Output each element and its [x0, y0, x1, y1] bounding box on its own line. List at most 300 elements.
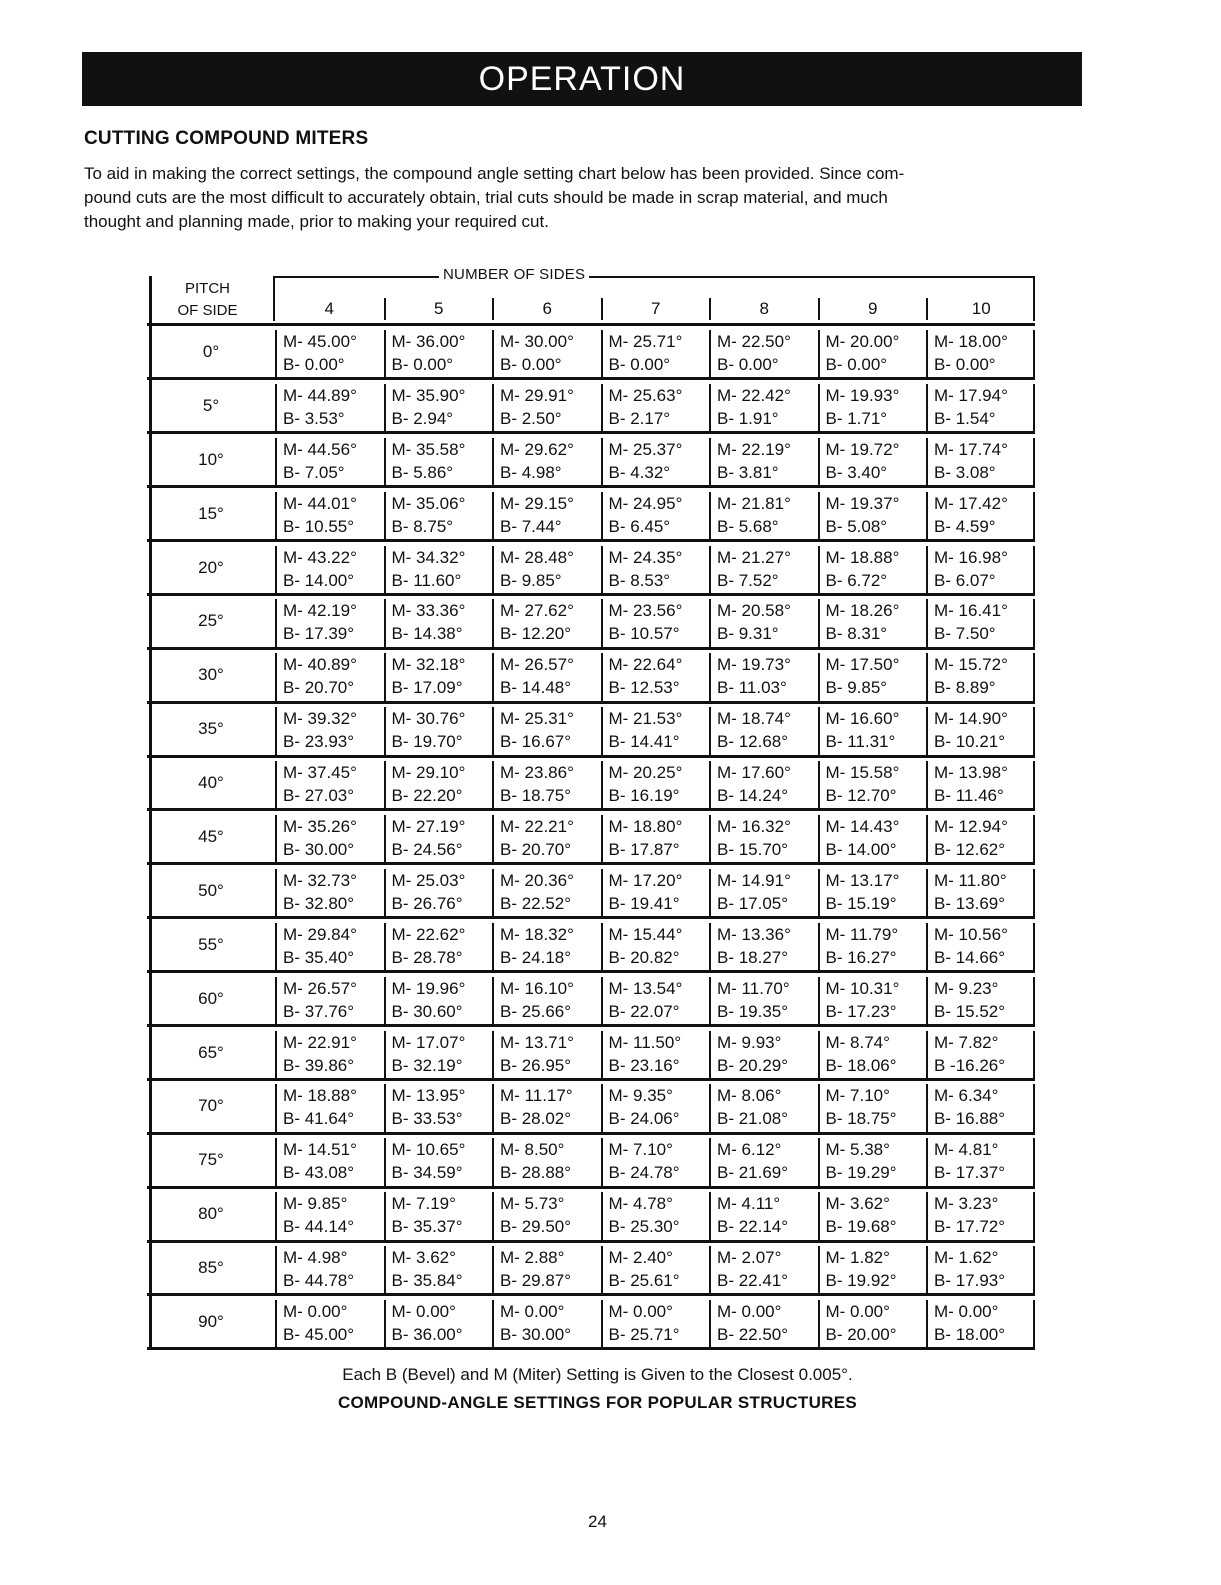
- setting-cell: [601, 1192, 710, 1239]
- bevel-value: B- 17.93°: [934, 1271, 1006, 1291]
- bevel-value: B- 16.67°: [500, 732, 572, 752]
- miter-value: M- 2.40°: [608, 1248, 673, 1268]
- bevel-value: B- 35.84°: [391, 1271, 463, 1291]
- miter-value: M- 10.31°: [825, 978, 900, 998]
- setting-cell: [926, 438, 1035, 485]
- miter-value: M- 7.82°: [934, 1032, 999, 1052]
- bevel-value: B- 45.00°: [283, 1325, 355, 1345]
- setting-cell: [384, 707, 493, 754]
- bevel-value: B- 10.57°: [608, 624, 680, 644]
- miter-value: M- 24.35°: [608, 547, 683, 567]
- bevel-value: B- 13.69°: [934, 893, 1006, 913]
- miter-value: M- 21.27°: [717, 547, 791, 567]
- setting-cell: [709, 815, 818, 862]
- miter-value: M- 36.00°: [391, 332, 466, 351]
- bevel-value: B- 12.53°: [608, 678, 680, 698]
- setting-cell: [275, 546, 384, 593]
- bevel-value: B- 5.68°: [717, 516, 779, 536]
- setting-cell: [275, 923, 384, 970]
- miter-value: M- 8.06°: [717, 1086, 782, 1106]
- miter-value: M- 13.17°: [825, 870, 900, 890]
- bevel-value: B- 17.23°: [825, 1001, 897, 1021]
- miter-value: M- 42.19°: [283, 601, 357, 621]
- setting-cell: [709, 546, 818, 593]
- setting-cell: [926, 1192, 1035, 1239]
- miter-value: M- 22.19°: [717, 439, 791, 459]
- setting-cell: [384, 492, 493, 539]
- miter-value: M- 35.58°: [391, 439, 466, 459]
- setting-cell: [601, 707, 710, 754]
- miter-value: M- 12.94°: [934, 817, 1008, 837]
- miter-value: M- 20.36°: [500, 870, 574, 890]
- setting-cell: [601, 815, 710, 862]
- bevel-value: B- 20.70°: [283, 678, 355, 698]
- table-row: [147, 653, 1035, 703]
- bevel-value: B- 43.08°: [283, 1163, 355, 1183]
- bevel-value: B- 4.32°: [608, 462, 671, 482]
- setting-cell: [709, 599, 818, 646]
- setting-cell: [275, 330, 384, 377]
- miter-value: M- 23.56°: [608, 601, 683, 621]
- setting-cell: [384, 1246, 493, 1293]
- miter-value: M- 7.10°: [825, 1086, 890, 1106]
- miter-value: M- 8.50°: [500, 1140, 565, 1160]
- setting-cell: [926, 923, 1035, 970]
- miter-value: M- 11.50°: [608, 1032, 682, 1052]
- miter-value: M- 34.32°: [391, 547, 466, 567]
- bevel-value: B- 7.05°: [283, 462, 345, 482]
- bevel-value: B- 15.52°: [934, 1001, 1006, 1021]
- bevel-value: B- 19.92°: [825, 1271, 897, 1291]
- bevel-value: B- 25.61°: [608, 1271, 680, 1291]
- setting-cell: [818, 438, 927, 485]
- setting-cell: [492, 599, 601, 646]
- bevel-value: B -16.26°: [934, 1055, 1006, 1075]
- bevel-value: B- 0.00°: [283, 355, 345, 374]
- miter-value: M- 13.95°: [391, 1086, 466, 1106]
- setting-cell: [926, 1031, 1035, 1078]
- bevel-value: B- 27.03°: [283, 786, 355, 806]
- miter-value: M- 0.00°: [825, 1302, 890, 1322]
- miter-value: M- 8.74°: [825, 1032, 890, 1052]
- setting-cell: [709, 977, 818, 1024]
- setting-cell: [492, 707, 601, 754]
- bevel-value: B- 30.00°: [283, 840, 355, 860]
- bevel-value: B- 6.45°: [608, 516, 671, 536]
- setting-cell: [709, 330, 818, 377]
- sides-header-row: [275, 298, 1035, 320]
- setting-cell: [384, 977, 493, 1024]
- bevel-value: B- 9.85°: [500, 570, 562, 590]
- bevel-value: B- 22.50°: [717, 1325, 789, 1345]
- setting-cell: [492, 653, 601, 700]
- setting-cell: [275, 761, 384, 808]
- miter-value: M- 18.80°: [608, 817, 683, 837]
- miter-value: M- 35.90°: [391, 385, 466, 405]
- setting-cell: [384, 330, 493, 377]
- setting-cell: [384, 815, 493, 862]
- setting-cell: [601, 923, 710, 970]
- bevel-value: B- 8.75°: [391, 516, 454, 536]
- bevel-value: B- 21.69°: [717, 1163, 789, 1183]
- setting-cell: [601, 761, 710, 808]
- pitch-header: [155, 278, 260, 322]
- setting-cell: [275, 869, 384, 916]
- miter-value: M- 13.54°: [608, 978, 683, 998]
- bevel-value: B- 3.81°: [717, 462, 779, 482]
- miter-value: M- 13.98°: [934, 763, 1008, 783]
- page-banner: OPERATION: [82, 52, 1082, 106]
- setting-cell: [384, 438, 493, 485]
- setting-cell: [492, 923, 601, 970]
- miter-value: M- 17.60°: [717, 763, 791, 783]
- bevel-value: B- 2.17°: [608, 408, 671, 428]
- bevel-value: B- 18.06°: [825, 1055, 897, 1075]
- setting-cell: [384, 1138, 493, 1185]
- setting-cell: [492, 1192, 601, 1239]
- pitch-cell: 60°: [198, 988, 224, 1008]
- setting-cell: [709, 1300, 818, 1347]
- setting-cell: [709, 869, 818, 916]
- setting-cell: [492, 384, 601, 431]
- setting-cell: [601, 546, 710, 593]
- bevel-value: B- 18.75°: [500, 786, 572, 806]
- page-number: 24: [588, 1512, 607, 1531]
- miter-value: M- 44.56°: [283, 439, 357, 459]
- bevel-value: B- 18.27°: [717, 947, 789, 967]
- bevel-value: B- 37.76°: [283, 1001, 355, 1021]
- bevel-value: B- 1.91°: [717, 408, 779, 428]
- setting-cell: [384, 761, 493, 808]
- miter-value: M- 4.98°: [283, 1248, 348, 1268]
- miter-value: M- 18.88°: [825, 547, 900, 567]
- setting-cell: [709, 707, 818, 754]
- bevel-value: B- 8.31°: [825, 624, 888, 644]
- miter-value: M- 43.22°: [283, 547, 357, 567]
- bevel-value: B- 14.41°: [608, 732, 680, 752]
- miter-value: M- 28.48°: [500, 547, 574, 567]
- setting-cell: [818, 546, 927, 593]
- section-title: CUTTING COMPOUND MITERS: [84, 128, 369, 149]
- setting-cell: [492, 1031, 601, 1078]
- setting-cell: [275, 815, 384, 862]
- setting-cell: [384, 1192, 493, 1239]
- bevel-value: B- 17.09°: [391, 678, 463, 698]
- setting-cell: [818, 599, 927, 646]
- setting-cell: [818, 1031, 927, 1078]
- bevel-value: B- 15.19°: [825, 893, 897, 913]
- bevel-value: B- 0.00°: [608, 355, 671, 374]
- sides-header-cell: 5: [384, 298, 493, 320]
- table-row: [147, 815, 1035, 865]
- bevel-value: B- 44.14°: [283, 1217, 355, 1237]
- sides-header-cell: 8: [709, 298, 818, 320]
- setting-cell: [926, 977, 1035, 1024]
- table-caption: COMPOUND-ANGLE SETTINGS FOR POPULAR STRUCTURES: [337, 1393, 858, 1412]
- sides-header-cell: 4: [324, 299, 334, 318]
- table-row: [147, 923, 1035, 973]
- miter-value: M- 26.57°: [283, 978, 357, 998]
- miter-value: M- 11.80°: [934, 870, 1007, 890]
- bevel-value: B- 22.14°: [717, 1217, 789, 1237]
- setting-cell: [492, 761, 601, 808]
- pitch-cell: 55°: [198, 934, 224, 954]
- bevel-value: B- 44.78°: [283, 1271, 355, 1291]
- table-row: [147, 546, 1035, 596]
- miter-value: M- 4.78°: [608, 1194, 673, 1214]
- bevel-value: B- 3.40°: [825, 462, 888, 482]
- miter-value: M- 17.20°: [608, 870, 683, 890]
- miter-value: M- 20.25°: [608, 763, 683, 783]
- bevel-value: B- 2.94°: [391, 408, 454, 428]
- setting-cell: [275, 1138, 384, 1185]
- setting-cell: [384, 384, 493, 431]
- bevel-value: B- 0.00°: [500, 355, 562, 374]
- bevel-value: B- 1.54°: [934, 408, 996, 428]
- miter-value: M- 5.38°: [825, 1140, 890, 1160]
- bevel-value: B- 34.59°: [391, 1163, 463, 1183]
- miter-value: M- 4.11°: [717, 1194, 781, 1214]
- pitch-cell: 80°: [198, 1204, 224, 1224]
- miter-value: M- 7.10°: [608, 1140, 673, 1160]
- setting-cell: [818, 977, 927, 1024]
- setting-cell: [926, 707, 1035, 754]
- bevel-value: B- 18.75°: [825, 1109, 897, 1129]
- table-footnote: Each B (Bevel) and M (Miter) Setting is Given to the Closest 0.005°.: [342, 1365, 853, 1384]
- bevel-value: B- 41.64°: [283, 1109, 355, 1129]
- bevel-value: B- 26.95°: [500, 1055, 572, 1075]
- miter-value: M- 29.62°: [500, 439, 574, 459]
- setting-cell: [275, 1246, 384, 1293]
- sides-header-cell: 10: [926, 298, 1035, 320]
- bevel-value: B- 11.03°: [717, 678, 787, 698]
- setting-cell: [818, 761, 927, 808]
- miter-value: M- 17.07°: [391, 1032, 466, 1052]
- bevel-value: B- 22.07°: [608, 1001, 680, 1021]
- table-row: [147, 492, 1035, 542]
- miter-value: M- 3.23°: [934, 1194, 999, 1214]
- bevel-value: B- 6.07°: [934, 570, 996, 590]
- bevel-value: B- 22.52°: [500, 893, 572, 913]
- bevel-value: B- 19.70°: [391, 732, 463, 752]
- pitch-cell: 70°: [198, 1096, 224, 1116]
- miter-value: M- 26.57°: [500, 655, 574, 675]
- pitch-cell: 25°: [198, 611, 224, 631]
- bevel-value: B- 39.86°: [283, 1055, 355, 1075]
- miter-value: M- 29.91°: [500, 385, 574, 405]
- bevel-value: B- 14.66°: [934, 947, 1006, 967]
- setting-cell: [275, 1192, 384, 1239]
- bevel-value: B- 18.00°: [934, 1325, 1006, 1345]
- bevel-value: B- 14.48°: [500, 678, 572, 698]
- bevel-value: B- 23.16°: [608, 1055, 680, 1075]
- miter-value: M- 2.07°: [717, 1248, 782, 1268]
- bevel-value: B- 32.19°: [391, 1055, 463, 1075]
- setting-cell: [818, 1138, 927, 1185]
- setting-cell: [384, 1084, 493, 1131]
- setting-cell: [926, 1300, 1035, 1347]
- miter-value: M- 45.00°: [283, 332, 357, 351]
- bevel-value: B- 12.70°: [825, 786, 897, 806]
- table-row: [147, 330, 1035, 380]
- miter-value: M- 21.53°: [608, 709, 683, 729]
- bevel-value: B- 28.78°: [391, 947, 463, 967]
- miter-value: M- 22.62°: [391, 924, 466, 944]
- miter-value: M- 39.32°: [283, 709, 357, 729]
- setting-cell: [818, 1300, 927, 1347]
- setting-cell: [818, 384, 927, 431]
- bevel-value: B- 11.46°: [934, 786, 1004, 806]
- miter-value: M- 16.41°: [934, 601, 1008, 621]
- setting-cell: [818, 1246, 927, 1293]
- bevel-value: B- 11.60°: [391, 570, 462, 590]
- setting-cell: [601, 869, 710, 916]
- miter-value: M- 3.62°: [391, 1248, 456, 1268]
- bevel-value: B- 14.00°: [283, 570, 355, 590]
- setting-cell: [926, 1246, 1035, 1293]
- miter-value: M- 2.88°: [500, 1248, 565, 1268]
- bevel-value: B- 23.93°: [283, 732, 355, 752]
- miter-value: M- 17.50°: [825, 655, 900, 675]
- setting-cell: [275, 653, 384, 700]
- bevel-value: B- 10.21°: [934, 732, 1006, 752]
- setting-cell: [601, 1300, 710, 1347]
- table-row: [147, 869, 1035, 919]
- miter-value: M- 25.71°: [608, 332, 683, 351]
- miter-value: M- 0.00°: [500, 1302, 565, 1322]
- sides-header-rule: [273, 276, 1035, 278]
- setting-cell: [709, 653, 818, 700]
- bevel-value: B- 35.37°: [391, 1217, 463, 1237]
- setting-cell: [275, 599, 384, 646]
- miter-value: M- 33.36°: [391, 601, 466, 621]
- setting-cell: [384, 546, 493, 593]
- bevel-value: B- 19.35°: [717, 1001, 789, 1021]
- setting-cell: [601, 1246, 710, 1293]
- pitch-cell: 5°: [202, 395, 220, 415]
- setting-cell: [492, 492, 601, 539]
- miter-value: M- 18.32°: [500, 924, 574, 944]
- bevel-value: B- 9.85°: [825, 678, 888, 698]
- miter-value: M- 30.76°: [391, 709, 466, 729]
- pitch-cell: 0°: [202, 342, 220, 361]
- setting-cell: [818, 330, 927, 377]
- miter-value: M- 27.62°: [500, 601, 574, 621]
- pitch-cell: 35°: [198, 719, 224, 739]
- pitch-cell: 20°: [198, 557, 224, 577]
- setting-cell: [275, 1300, 384, 1347]
- bevel-value: B- 29.50°: [500, 1217, 572, 1237]
- sides-header-cell: 9: [818, 298, 927, 320]
- miter-value: M- 6.34°: [934, 1086, 999, 1106]
- miter-value: M- 29.10°: [391, 763, 466, 783]
- bevel-value: B- 6.72°: [825, 570, 888, 590]
- setting-cell: [601, 438, 710, 485]
- bevel-value: B- 28.02°: [500, 1109, 572, 1129]
- bevel-value: B- 14.38°: [391, 624, 463, 644]
- bevel-value: B- 7.44°: [500, 516, 562, 536]
- setting-cell: [601, 492, 710, 539]
- miter-value: M- 18.26°: [825, 601, 900, 621]
- miter-value: M- 44.89°: [283, 385, 357, 405]
- bevel-value: B- 30.00°: [500, 1325, 572, 1345]
- setting-cell: [492, 546, 601, 593]
- miter-value: M- 44.01°: [283, 493, 357, 513]
- miter-value: M- 19.37°: [825, 493, 900, 513]
- bevel-value: B- 0.00°: [391, 355, 454, 374]
- miter-value: M- 37.45°: [283, 763, 357, 783]
- miter-value: M- 13.71°: [500, 1032, 574, 1052]
- bevel-value: B- 12.62°: [934, 840, 1006, 860]
- miter-value: M- 20.58°: [717, 601, 791, 621]
- miter-value: M- 24.95°: [608, 493, 683, 513]
- setting-cell: [601, 384, 710, 431]
- bevel-value: B- 14.00°: [825, 840, 897, 860]
- setting-cell: [492, 1084, 601, 1131]
- miter-value: M- 22.42°: [717, 385, 791, 405]
- setting-cell: [492, 1300, 601, 1347]
- setting-cell: [709, 761, 818, 808]
- miter-value: M- 14.90°: [934, 709, 1008, 729]
- table-row: [147, 977, 1035, 1027]
- setting-cell: [384, 599, 493, 646]
- table-row: [147, 384, 1035, 434]
- miter-value: M- 0.00°: [391, 1302, 456, 1322]
- pitch-cell: 50°: [198, 880, 224, 900]
- miter-value: M- 4.81°: [934, 1140, 999, 1160]
- setting-cell: [818, 869, 927, 916]
- setting-cell: [601, 977, 710, 1024]
- table-row: [147, 1246, 1035, 1296]
- miter-value: M- 22.21°: [500, 817, 574, 837]
- bevel-value: B- 28.88°: [500, 1163, 572, 1183]
- bevel-value: B- 0.00°: [934, 355, 996, 374]
- intro-paragraph: [84, 162, 1064, 234]
- miter-value: M- 30.00°: [500, 332, 574, 351]
- setting-cell: [601, 1084, 710, 1131]
- setting-cell: [384, 653, 493, 700]
- miter-value: M- 25.03°: [391, 870, 466, 890]
- setting-cell: [275, 438, 384, 485]
- table-row: [147, 599, 1035, 649]
- setting-cell: [492, 977, 601, 1024]
- miter-value: M- 7.19°: [391, 1194, 456, 1214]
- setting-cell: [709, 1031, 818, 1078]
- miter-value: M- 23.86°: [500, 763, 574, 783]
- setting-cell: [926, 653, 1035, 700]
- miter-value: M- 35.06°: [391, 493, 466, 513]
- bevel-value: B- 26.76°: [391, 893, 463, 913]
- miter-value: M- 32.73°: [283, 870, 357, 890]
- miter-value: M- 10.56°: [934, 924, 1008, 944]
- setting-cell: [275, 1031, 384, 1078]
- bevel-value: B- 17.05°: [717, 893, 789, 913]
- miter-value: M- 40.89°: [283, 655, 357, 675]
- table-row: [147, 1084, 1035, 1134]
- table-row: [147, 1300, 1035, 1350]
- miter-value: M- 16.98°: [934, 547, 1008, 567]
- bevel-value: B- 8.89°: [934, 678, 996, 698]
- bevel-value: B- 3.53°: [283, 408, 345, 428]
- bevel-value: B- 15.70°: [717, 840, 789, 860]
- table-row: [147, 1031, 1035, 1081]
- bevel-value: B- 35.40°: [283, 947, 355, 967]
- setting-cell: [926, 869, 1035, 916]
- bevel-value: B- 24.18°: [500, 947, 572, 967]
- setting-cell: [709, 1138, 818, 1185]
- bevel-value: B- 14.24°: [717, 786, 789, 806]
- setting-cell: [818, 1192, 927, 1239]
